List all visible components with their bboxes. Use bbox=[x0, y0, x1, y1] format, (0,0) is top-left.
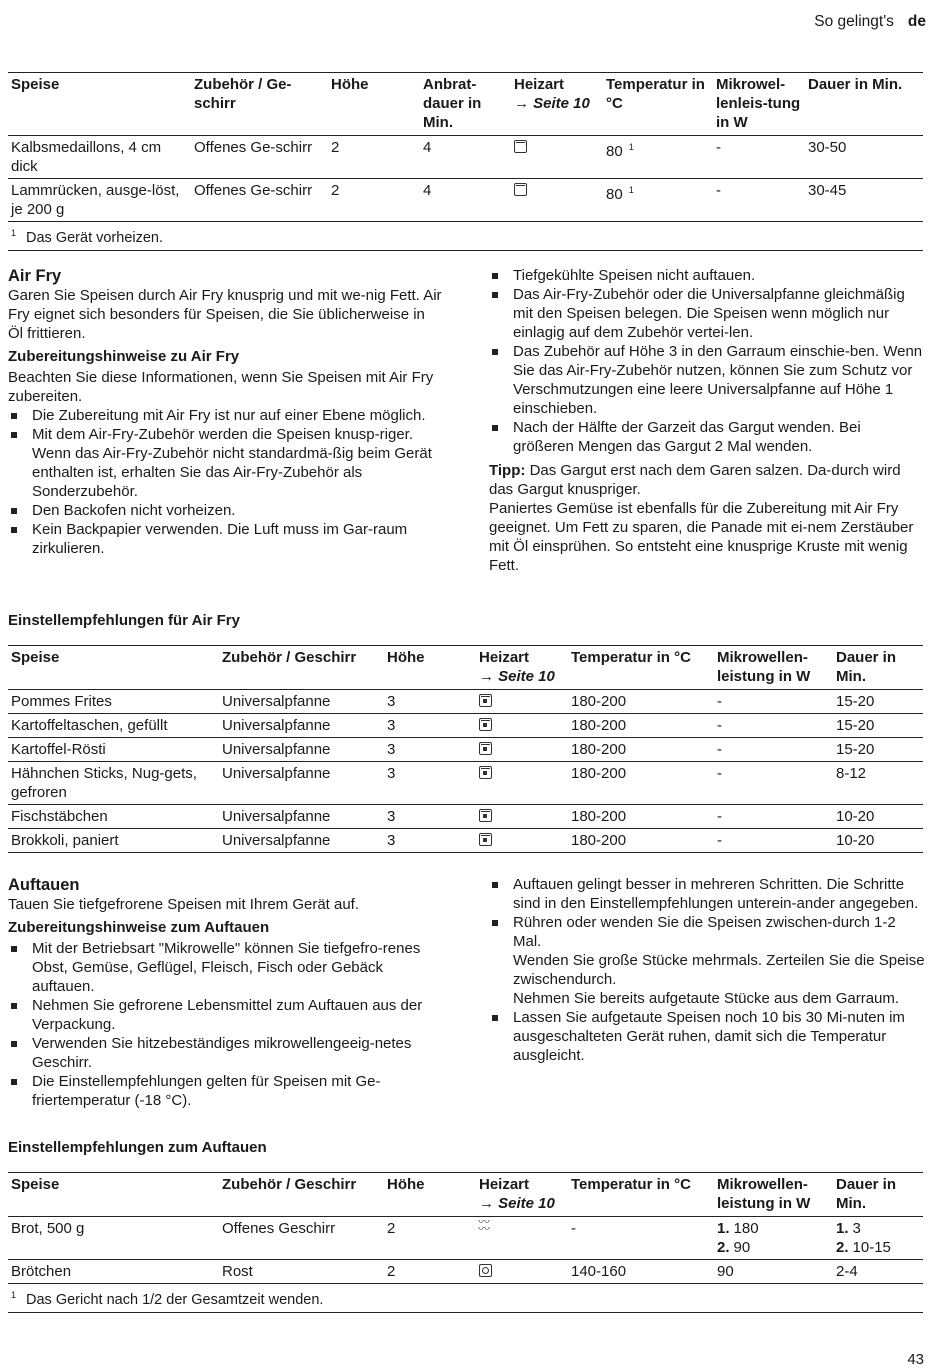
table-caption-airfry: Einstellempfehlungen für Air Fry bbox=[8, 612, 240, 629]
list-item: Verwenden Sie hitzebeständiges mikrowellengeeig-netes Geschirr. bbox=[8, 1034, 444, 1072]
list-item: Das Air-Fry-Zubehör oder die Universalpfanne gleichmäßig mit den Speisen belegen. Die Speisen wenn möglich nur einlagig auf dem Zubehör vertei-len. bbox=[489, 285, 925, 342]
list-item: Die Einstellempfehlungen gelten für Speisen mit Ge-friertemperatur (-18 °C). bbox=[8, 1072, 444, 1110]
tip-label: Tipp: bbox=[489, 462, 526, 479]
col-hoehe: Höhe bbox=[328, 73, 420, 136]
circulating-air-icon bbox=[479, 1264, 492, 1277]
air-fry-icon bbox=[479, 694, 492, 707]
auftauen-left-column bbox=[8, 875, 444, 1110]
table-airfry: Speise Zubehör / Geschirr Höhe Heizart → Seite 10 Temperatur in °C Mikrowellen-leistung in W Dauer in Min. Pommes Frites Universalpfanne 3 180-200 - 15-20 Kartoffeltaschen, gefüllt Universalpfanne 3 180-200 - 15-20 Kartoffel-Rösti Universalpfanne 3 180-200 - 15-20 Hähnchen Sticks, Nug-gets, gefroren Universalpfanne 3 180-200 - 8-12 Fischstäbchen Universalpfanne 3 180-200 - 10-20 Brokkoli, paniert Universalpfanne 3 180-200 - 10-20 bbox=[8, 645, 923, 853]
microwave-icon bbox=[479, 1222, 493, 1234]
air-fry-icon bbox=[479, 833, 492, 846]
col-speise: Speise bbox=[8, 73, 191, 136]
list-item: Nach der Hälfte der Garzeit das Gargut wenden. Bei größeren Mengen das Gargut 2 Mal wenden. bbox=[489, 418, 925, 456]
col-mikrowelle: Mikrowel-lenleis-tung in W bbox=[713, 73, 805, 136]
page-number: 43 bbox=[907, 1351, 924, 1368]
airfry-bullets-left bbox=[8, 406, 444, 558]
top-bottom-heat-icon bbox=[514, 140, 527, 153]
list-item: Auftauen gelingt besser in mehreren Schritten. Die Schritte sind in den Einstellempfehlungen unterein-ander angegeben. bbox=[489, 875, 925, 913]
col-anbrat: Anbrat-dauer in Min. bbox=[420, 73, 511, 136]
table-row: Kartoffeltaschen, gefüllt Universalpfanne 3 180-200 - 15-20 bbox=[8, 714, 923, 738]
table-row: Kartoffel-Rösti Universalpfanne 3 180-200 - 15-20 bbox=[8, 738, 923, 762]
airfry-intro: Garen Sie Speisen durch Air Fry knusprig und mit we-nig Fett. Air Fry eignet sich besonders für Speisen, die Sie üblicherweise in Öl frittieren. bbox=[8, 287, 442, 342]
list-item: Mit dem Air-Fry-Zubehör werden die Speisen knusp-riger. Wenn das Air-Fry-Zubehör nicht standardmä-ßig beim Gerät enthalten ist, erhalten Sie das Air-Fry-Zubehör als Sonderzubehör. bbox=[8, 425, 444, 501]
list-item: Tiefgekühlte Speisen nicht auftauen. bbox=[489, 266, 925, 285]
page-ref: → Seite 10 bbox=[479, 668, 555, 685]
page-ref: → Seite 10 bbox=[514, 95, 590, 112]
page-ref: → Seite 10 bbox=[479, 1195, 555, 1212]
list-item: Rühren oder wenden Sie die Speisen zwischen-durch 1-2 Mal. Wenden Sie große Stücke mehrmals. Zerteilen Sie die Speise zwischendurch. Nehmen Sie bereits aufgetaute Stücke aus dem Garraum. bbox=[489, 913, 925, 1008]
page-header bbox=[814, 12, 926, 31]
language-code: de bbox=[907, 13, 926, 30]
list-item: Nehmen Sie gefrorene Lebensmittel zum Auftauen aus der Verpackung. bbox=[8, 996, 444, 1034]
table-row: Lammrücken, ausge-löst, je 200 g Offenes Ge-schirr 2 4 80 $^1$ - 30-45 bbox=[8, 179, 923, 222]
top-bottom-heat-icon bbox=[514, 183, 527, 196]
list-item: Den Backofen nicht vorheizen. bbox=[8, 501, 444, 520]
air-fry-icon bbox=[479, 809, 492, 822]
table-row: Brot, 500 g Offenes Geschirr 2 〰 〰 - 1. 180 2. 90 1. 3 2. 10-15 bbox=[8, 1217, 923, 1260]
table-roast bbox=[8, 72, 923, 251]
airfry-tip-2: Paniertes Gemüse ist ebenfalls für die Zubereitung mit Air Fry geeignet. Um Fett zu sparen, die Panade mit ei-nem Zerstäuber mit Öl einsprühen. So entsteht eine knusprige Kruste mit wenig Fett. bbox=[489, 500, 914, 574]
airfry-lead: Beachten Sie diese Informationen, wenn Sie Speisen mit Air Fry zubereiten. bbox=[8, 369, 434, 405]
table-row: Brokkoli, paniert Universalpfanne 3 180-200 - 10-20 bbox=[8, 829, 923, 853]
col-zubehoer: Zubehör / Ge-schirr bbox=[191, 73, 328, 136]
table-row: Brötchen Rost 2 140-160 90 2-4 bbox=[8, 1260, 923, 1284]
auftauen-bullets-left bbox=[8, 939, 444, 1110]
section-title: So gelingt's bbox=[814, 13, 894, 30]
table-auftauen: Speise Zubehör / Geschirr Höhe Heizart → Seite 10 Temperatur in °C Mikrowellen-leistung in W Dauer in Min. Brot, 500 g Offenes Geschirr 2 〰 〰 - 1. 180 2. 90 1. 3 2. 10-15 Brötchen Rost 2 140-160 90 2-4 $^1$ Das Gericht nach 1/2 der Gesamtzeit wenden. bbox=[8, 1172, 923, 1313]
list-item: Das Zubehör auf Höhe 3 in den Garraum einschie-ben. Wenn Sie das Air-Fry-Zubehör nutzen, können Sie zum Schutz vor Verschmutzungen eine leere Universalpfanne auf Höhe 1 einschieben. bbox=[489, 342, 925, 418]
airfry-bullets-right bbox=[489, 266, 925, 456]
air-fry-icon bbox=[479, 742, 492, 755]
auftauen-right-column bbox=[489, 875, 925, 1065]
list-item: Kein Backpapier verwenden. Die Luft muss im Gar-raum zirkulieren. bbox=[8, 520, 444, 558]
col-heizart: Heizart → Seite 10 bbox=[511, 73, 603, 136]
col-temperatur: Temperatur in °C bbox=[603, 73, 713, 136]
auftauen-subhead: Zubereitungshinweise zum Auftauen bbox=[8, 919, 270, 936]
airfry-right-column bbox=[489, 266, 925, 575]
col-dauer: Dauer in Min. bbox=[805, 73, 923, 136]
table-footnote: $^1$ Das Gerät vorheizen. bbox=[8, 222, 923, 251]
footnote-ref: 1 bbox=[628, 142, 634, 152]
table-row: Kalbsmedaillons, 4 cm dick Offenes Ge-schirr 2 4 80 $^1$ - 30-50 bbox=[8, 136, 923, 179]
auftauen-bullets-right bbox=[489, 875, 925, 1065]
air-fry-icon bbox=[479, 718, 492, 731]
footnote-ref: 1 bbox=[628, 185, 634, 195]
airfry-left-column bbox=[8, 266, 444, 558]
auftauen-intro: Tauen Sie tiefgefrorene Speisen mit Ihrem Gerät auf. bbox=[8, 896, 360, 913]
table-row: Hähnchen Sticks, Nug-gets, gefroren Universalpfanne 3 180-200 - 8-12 bbox=[8, 762, 923, 805]
list-item: Lassen Sie aufgetaute Speisen noch 10 bis 30 Mi-nuten im ausgeschalteten Gerät ruhen, damit sich die Temperatur ausgleicht. bbox=[489, 1008, 925, 1065]
list-item: Die Zubereitung mit Air Fry ist nur auf einer Ebene möglich. bbox=[8, 406, 444, 425]
section-title-airfry: Air Fry bbox=[8, 267, 62, 285]
table-row: Pommes Frites Universalpfanne 3 180-200 - 15-20 bbox=[8, 690, 923, 714]
airfry-subhead: Zubereitungshinweise zu Air Fry bbox=[8, 348, 240, 365]
airfry-tip: Tipp: Das Gargut erst nach dem Garen salzen. Da-durch wird das Gargut knuspriger. bbox=[489, 462, 901, 498]
air-fry-icon bbox=[479, 766, 492, 779]
table-caption-auftauen: Einstellempfehlungen zum Auftauen bbox=[8, 1139, 267, 1156]
table-footnote: $^1$ Das Gericht nach 1/2 der Gesamtzeit wenden. bbox=[8, 1284, 923, 1313]
section-title-auftauen: Auftauen bbox=[8, 876, 80, 894]
table-row: Fischstäbchen Universalpfanne 3 180-200 - 10-20 bbox=[8, 805, 923, 829]
list-item: Mit der Betriebsart "Mikrowelle" können Sie tiefgefro-renes Obst, Gemüse, Geflügel, Fleisch, Fisch oder Gebäck auftauen. bbox=[8, 939, 444, 996]
